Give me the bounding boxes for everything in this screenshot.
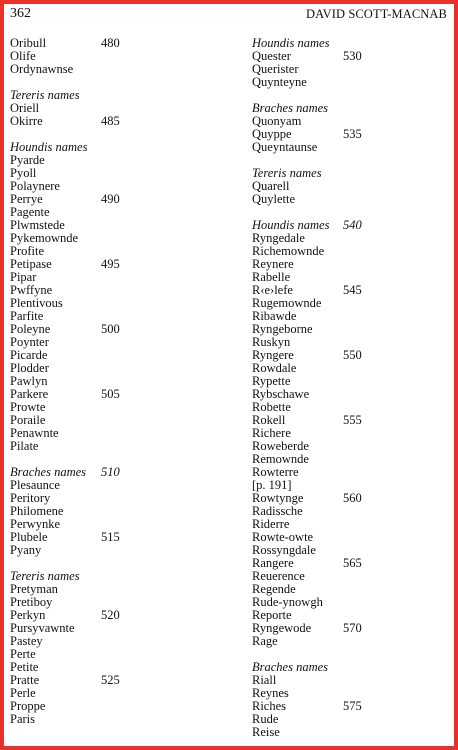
name-text: Pastey	[10, 634, 43, 648]
name-text: Proppe	[10, 699, 46, 713]
name-text: Perle	[10, 686, 36, 700]
name-text: Pipar	[10, 270, 37, 284]
verse-line	[252, 76, 452, 89]
name-text: Olife	[10, 49, 36, 63]
name-text: Plentivous	[10, 296, 63, 310]
name-text: Plubele	[10, 530, 48, 544]
line-number: 500	[101, 322, 120, 336]
name-text: Prowte	[10, 400, 46, 414]
heading-text: Tereris names	[252, 166, 322, 180]
name-text: Pyany	[10, 543, 42, 557]
verse-line	[10, 713, 210, 726]
name-text: Ryngeborne	[252, 322, 313, 336]
name-text: R‹e›lefe	[252, 283, 293, 297]
verse-line	[10, 258, 210, 271]
name-text: Reynes	[252, 686, 289, 700]
line-number: 570	[343, 621, 362, 635]
line-number: 495	[101, 257, 120, 271]
name-text: Quynteyne	[252, 75, 307, 89]
verse-line	[252, 726, 452, 739]
name-text: Peritory	[10, 491, 51, 505]
name-text: Rokell	[252, 413, 286, 427]
name-text: Perrye	[10, 192, 43, 206]
name-text: Petipase	[10, 257, 52, 271]
name-text: Polaynere	[10, 179, 60, 193]
name-text: Pursyvawnte	[10, 621, 75, 635]
name-text: Quarell	[252, 179, 290, 193]
verse-line	[10, 635, 210, 648]
line-number: 490	[101, 192, 120, 206]
name-text: Petite	[10, 660, 39, 674]
name-text: Perte	[10, 647, 36, 661]
heading-text: Braches names	[10, 465, 87, 479]
verse-line	[252, 141, 452, 154]
line-number: 515	[101, 530, 120, 544]
line-number: 540	[343, 218, 362, 232]
name-text: Profite	[10, 244, 45, 258]
name-text: Rossyngdale	[252, 543, 316, 557]
name-text: Remownde	[252, 452, 309, 466]
name-text: Ribawde	[252, 309, 297, 323]
name-text: Pawlyn	[10, 374, 48, 388]
line-number: 485	[101, 114, 120, 128]
line-number: 565	[343, 556, 362, 570]
line-number: 480	[101, 36, 120, 50]
name-text: Rude	[252, 712, 279, 726]
heading-text: Braches names	[252, 101, 329, 115]
left-column	[10, 37, 210, 726]
name-text: Parfite	[10, 309, 44, 323]
name-text: Rowterre	[252, 465, 299, 479]
name-text: Ryngere	[252, 348, 294, 362]
name-text: Penawnte	[10, 426, 59, 440]
heading-text: Houndis names	[10, 140, 88, 154]
verse-line	[10, 37, 210, 50]
right-column	[252, 37, 452, 739]
name-text: Poleyne	[10, 322, 51, 336]
verse-line	[10, 674, 210, 687]
name-text: Pyoll	[10, 166, 37, 180]
name-text: Regende	[252, 582, 296, 596]
verse-line	[10, 63, 210, 76]
name-text: Robette	[252, 400, 291, 414]
name-text: Oribull	[10, 36, 47, 50]
verse-line	[10, 440, 210, 453]
name-text: Quonyam	[252, 114, 302, 128]
line-number: 575	[343, 699, 362, 713]
name-text: Rugemowndе	[252, 296, 322, 310]
line-number: 545	[343, 283, 362, 297]
name-text: Perkyn	[10, 608, 46, 622]
running-title: DAVID SCOTT-MACNAB	[305, 7, 447, 21]
name-text: Perwynke	[10, 517, 60, 531]
section-heading	[10, 89, 210, 102]
verse-line	[252, 622, 452, 635]
verse-line	[10, 115, 210, 128]
name-text: Rybschawe	[252, 387, 310, 401]
line-number: 535	[343, 127, 362, 141]
verse-line	[252, 193, 452, 206]
name-text: Richemowndе	[252, 244, 325, 258]
name-text: Reporte	[252, 608, 292, 622]
name-text: Plwmstede	[10, 218, 65, 232]
name-text: Riderre	[252, 517, 290, 531]
name-text: Riches	[252, 699, 287, 713]
line-number: 555	[343, 413, 362, 427]
name-text: Poraile	[10, 413, 46, 427]
section-heading	[252, 661, 452, 674]
name-text: Poynter	[10, 335, 49, 349]
line-number: 510	[101, 465, 120, 479]
verse-line	[252, 700, 452, 713]
name-text: Rangere	[252, 556, 294, 570]
line-number: 520	[101, 608, 120, 622]
name-text: Rowtynge	[252, 491, 304, 505]
page-number: 362	[10, 6, 31, 21]
name-text: Pretiboy	[10, 595, 53, 609]
name-text: Pwffyne	[10, 283, 53, 297]
name-text: Rypette	[252, 374, 291, 388]
verse-line	[252, 635, 452, 648]
line-number: 525	[101, 673, 120, 687]
line-number: 530	[343, 49, 362, 63]
name-text: [p. 191]	[252, 478, 292, 492]
name-text: Reuerence	[252, 569, 305, 583]
name-text: Riall	[252, 673, 277, 687]
line-number: 505	[101, 387, 120, 401]
name-text: Pyarde	[10, 153, 45, 167]
name-text: Philomene	[10, 504, 64, 518]
name-text: Pretyman	[10, 582, 58, 596]
name-text: Quylette	[252, 192, 296, 206]
name-text: Pilate	[10, 439, 39, 453]
name-text: Richere	[252, 426, 291, 440]
name-text: Roweberde	[252, 439, 309, 453]
name-text: Plesaunce	[10, 478, 60, 492]
name-text: Rage	[252, 634, 278, 648]
heading-text: Houndis names	[252, 218, 330, 232]
name-text: Reise	[252, 725, 280, 739]
name-text: Radissche	[252, 504, 303, 518]
line-number: 560	[343, 491, 362, 505]
name-text: Quyppe	[252, 127, 292, 141]
name-text: Queyntaunse	[252, 140, 318, 154]
verse-line	[10, 544, 210, 557]
verse-line	[10, 648, 210, 661]
name-text: Oriell	[10, 101, 40, 115]
name-text: Quester	[252, 49, 291, 63]
name-text: Ruskyn	[252, 335, 291, 349]
verse-line	[252, 713, 452, 726]
name-text: Pykemowndе	[10, 231, 79, 245]
name-text: Ordynawnse	[10, 62, 74, 76]
verse-line	[10, 154, 210, 167]
heading-text: Tereris names	[10, 88, 80, 102]
name-text: Pratte	[10, 673, 40, 687]
heading-text: Houndis names	[252, 36, 330, 50]
name-text: Picarde	[10, 348, 48, 362]
verse-line	[10, 700, 210, 713]
verse-line	[10, 427, 210, 440]
name-text: Okirre	[10, 114, 43, 128]
name-text: Plodder	[10, 361, 49, 375]
name-text: Querister	[252, 62, 299, 76]
name-text: Pagente	[10, 205, 50, 219]
name-text: Rabelle	[252, 270, 291, 284]
heading-text: Braches names	[252, 660, 329, 674]
name-text: Ryngewode	[252, 621, 312, 635]
name-text: Reynere	[252, 257, 294, 271]
heading-text: Tereris names	[10, 569, 80, 583]
name-text: Rude-ynowgh	[252, 595, 323, 609]
name-text: Ryngedale	[252, 231, 305, 245]
name-text: Parkere	[10, 387, 49, 401]
line-number: 550	[343, 348, 362, 362]
name-text: Paris	[10, 712, 35, 726]
name-text: Rowte-owte	[252, 530, 314, 544]
name-text: Rowdale	[252, 361, 297, 375]
